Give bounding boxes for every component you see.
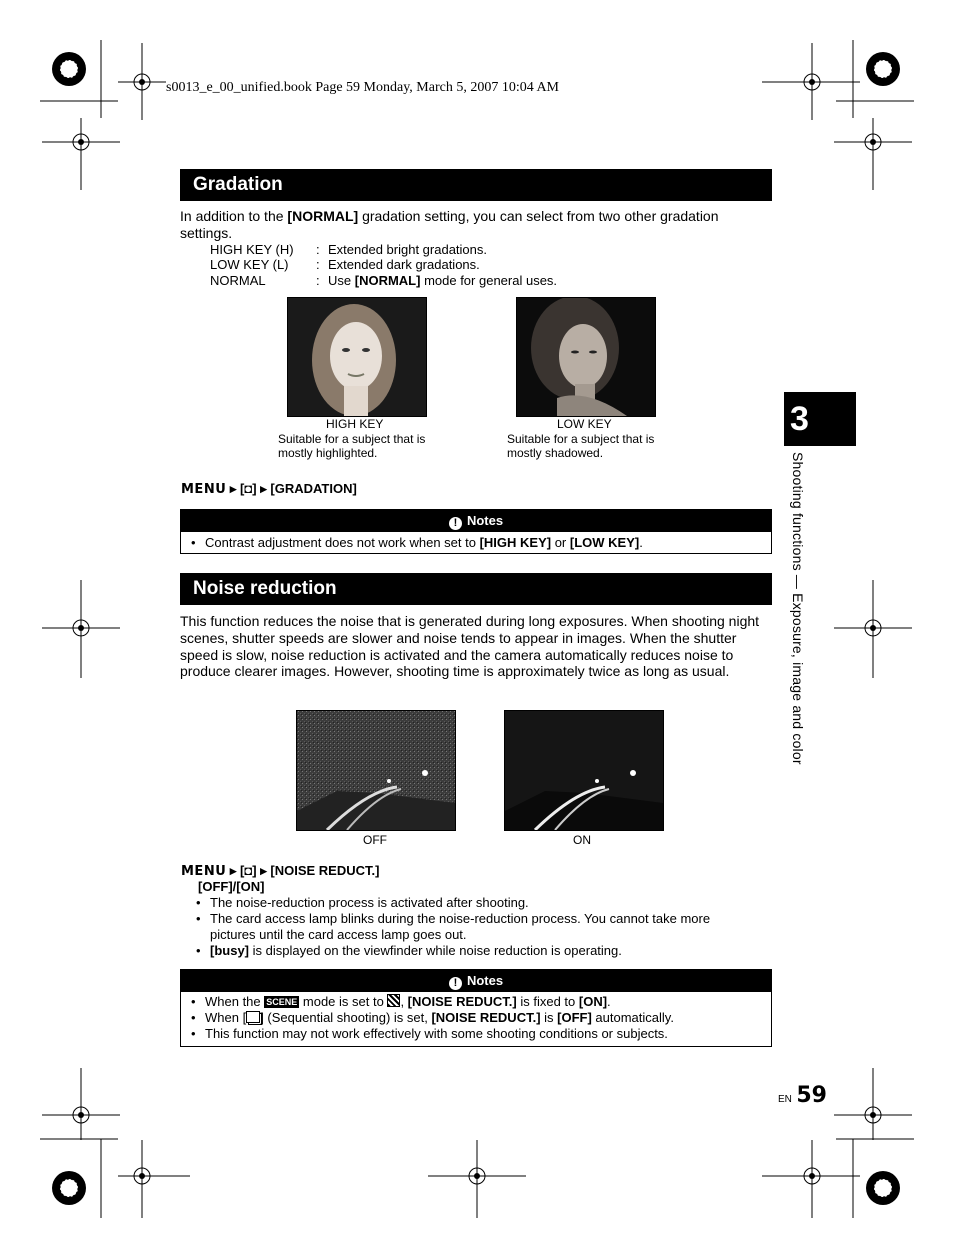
exclamation-icon: ! — [449, 977, 462, 990]
camera-icon: ◘ — [244, 863, 253, 878]
noise-on-label: ON — [573, 833, 591, 847]
list-item: • The noise-reduction process is activated after shooting. — [196, 895, 529, 910]
high-key-label: HIGH KEY — [326, 417, 384, 431]
note-item: • When [ ] (Sequential shooting) is set, [NOISE REDUCT.] is [OFF] automatically. — [191, 1010, 674, 1025]
list-item: • [busy] is displayed on the viewfinder while noise reduction is operating. — [196, 943, 622, 958]
page-number: EN 59 — [778, 1083, 827, 1108]
noise-intro: This function reduces the noise that is generated during long exposures. When shooting night scenes, shutter speeds are slower and noise tends to appear in images. When the shutter speed is slow, noise reduction is activated and the camera automatically reduces noise to produce clearer images. However, shooting time is approximately twice as long as usual. — [180, 613, 760, 680]
gradation-menu-path: MENU ▸ [◘] ▸ [GRADATION] — [181, 481, 357, 497]
low-key-label: LOW KEY — [557, 417, 612, 431]
high-key-photo — [287, 297, 427, 417]
camera-icon: ◘ — [244, 481, 253, 496]
chapter-tab: 3 — [784, 392, 856, 446]
noise-menu-path: MENU ▸ [◘] ▸ [NOISE REDUCT.] — [181, 863, 380, 879]
sequential-shooting-icon — [246, 1011, 260, 1023]
noise-notes: ! Notes • When the SCENE mode is set to , [NOISE REDUCT.] is fixed to [ON]. • When [ ] (Sequential shooting) is set, [NOISE REDUCT.] is [OFF] automatically. • This function may not work effectively with some shooting conditions or subjects. — [180, 969, 772, 1047]
scene-mode-icon: SCENE — [266, 997, 298, 1007]
exclamation-icon: ! — [449, 517, 462, 530]
note-item: • This function may not work effectively with some shooting conditions or subjects. — [191, 1026, 668, 1041]
gradation-intro: In addition to the [NORMAL] gradation setting, you can select from two other gradation settings. — [180, 208, 719, 241]
note-item: • Contrast adjustment does not work when set to [HIGH KEY] or [LOW KEY]. — [191, 535, 643, 550]
gradation-heading: Gradation — [180, 169, 772, 201]
low-key-photo — [516, 297, 656, 417]
night-scene-icon — [387, 994, 400, 1007]
option-low-key: LOW KEY (L) : Extended dark gradations. — [210, 257, 480, 272]
gradation-notes: ! Notes • Contrast adjustment does not work when set to [HIGH KEY] or [LOW KEY]. — [180, 509, 772, 554]
noise-on-photo — [504, 710, 664, 831]
noise-off-label: OFF — [363, 833, 387, 847]
list-item: • The card access lamp blinks during the noise-reduction process. You cannot take more pictures until the card access lamp goes out. — [196, 911, 711, 942]
option-normal: NORMAL : Use [NORMAL] mode for general uses. — [210, 273, 558, 288]
noise-values: [OFF]/[ON] — [198, 879, 265, 894]
noise-off-photo — [296, 710, 456, 831]
high-key-desc: Suitable for a subject that is mostly highlighted. — [278, 432, 426, 460]
low-key-desc: Suitable for a subject that is mostly shadowed. — [507, 432, 655, 460]
option-high-key: HIGH KEY (H) : Extended bright gradations. — [210, 242, 487, 257]
print-line: s0013_e_00_unified.book Page 59 Monday, March 5, 2007 10:04 AM — [166, 80, 559, 95]
noise-bullets — [186, 895, 746, 959]
noise-reduction-heading: Noise reduction — [180, 573, 772, 605]
chapter-title: Shooting functions — Exposure, image and color — [790, 452, 806, 765]
note-item: • When the SCENE mode is set to , [NOISE REDUCT.] is fixed to [ON]. — [191, 994, 611, 1009]
